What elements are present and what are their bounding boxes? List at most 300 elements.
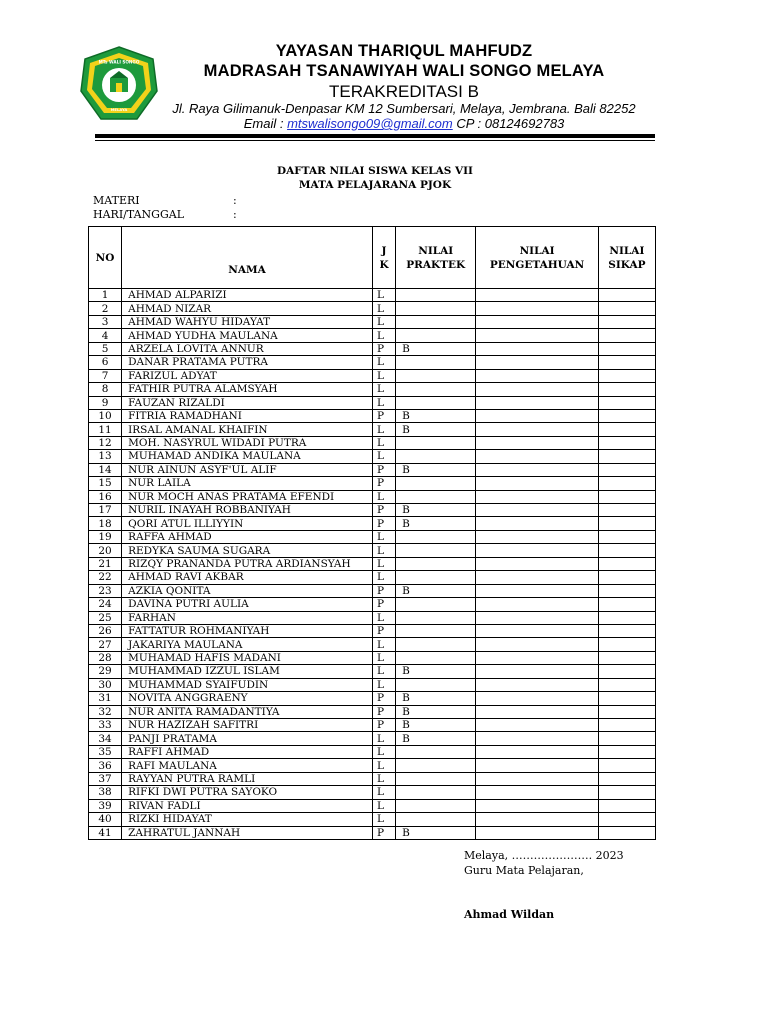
header-no: NO [89,227,122,289]
school-address: Jl. Raya Gilimanuk-Denpasar KM 12 Sumbersari, Melaya, Jembrana. Bali 82252 [172,101,636,116]
cell-no: 22 [89,571,122,584]
cell-no: 3 [89,315,122,328]
cell-nilai-pengetahuan [476,315,598,328]
table-row [89,611,656,624]
cell-jk: L [372,678,395,691]
cell-no: 36 [89,759,122,772]
cell-jk: L [372,436,395,449]
cell-nama: ZAHRATUL JANNAH [122,826,373,839]
letterhead-rule-thick [95,134,655,138]
cell-jk: P [372,504,395,517]
table-row [89,356,656,369]
cell-no: 6 [89,356,122,369]
table-row [89,383,656,396]
table-header-row [89,227,656,289]
table-row [89,329,656,342]
cell-jk: P [372,409,395,422]
table-row [89,557,656,570]
cell-nilai-pengetahuan [476,759,598,772]
header-nilai-praktek [396,227,476,289]
cell-nilai-sikap [598,329,655,342]
cell-no: 7 [89,369,122,382]
table-row [89,517,656,530]
header-sikap-line2: SIKAP [608,258,646,271]
cell-no: 24 [89,598,122,611]
cell-nilai-sikap [598,315,655,328]
cell-nilai-praktek [396,289,476,302]
cell-nama: MUHAMMAD IZZUL ISLAM [122,665,373,678]
cell-nilai-praktek: B [396,342,476,355]
cell-nilai-sikap [598,598,655,611]
materi-row [93,194,237,207]
cell-nilai-pengetahuan [476,799,598,812]
contact-line [170,116,638,131]
cell-nilai-praktek: B [396,423,476,436]
cell-nilai-praktek [396,745,476,758]
cell-no: 15 [89,477,122,490]
cell-jk: L [372,356,395,369]
header-sikap-line1: NILAI [609,244,645,257]
cell-no: 38 [89,786,122,799]
cell-no: 30 [89,678,122,691]
cell-no: 28 [89,651,122,664]
cell-nilai-sikap [598,571,655,584]
table-row [89,624,656,637]
cell-nilai-sikap [598,557,655,570]
table-row [89,463,656,476]
table-row [89,719,656,732]
table-row [89,490,656,503]
cell-nilai-pengetahuan [476,356,598,369]
cell-nilai-sikap [598,799,655,812]
cell-no: 14 [89,463,122,476]
cell-jk: L [372,732,395,745]
cell-nilai-sikap [598,517,655,530]
cell-nilai-sikap [598,759,655,772]
cell-nilai-praktek [396,678,476,691]
cell-nilai-praktek [396,315,476,328]
cell-no: 12 [89,436,122,449]
cell-nilai-pengetahuan [476,651,598,664]
cell-nama: FARIZUL ADYAT [122,369,373,382]
cell-nilai-praktek: B [396,826,476,839]
cell-no: 18 [89,517,122,530]
cell-nama: AZKIA QONITA [122,584,373,597]
table-row [89,409,656,422]
cell-no: 16 [89,490,122,503]
cell-jk: L [372,759,395,772]
cell-nama: JAKARIYA MAULANA [122,638,373,651]
cell-nama: AHMAD NIZAR [122,302,373,315]
cell-jk: L [372,423,395,436]
cell-nilai-pengetahuan [476,409,598,422]
cell-nilai-pengetahuan [476,719,598,732]
logo-bottom-text: MELAYA [110,107,128,112]
cell-nilai-pengetahuan [476,705,598,718]
cell-nama: AHMAD RAVI AKBAR [122,571,373,584]
letterhead-rule-thin [95,140,655,141]
cell-nilai-sikap [598,638,655,651]
cell-nama: NUR LAILA [122,477,373,490]
cell-nilai-sikap [598,477,655,490]
cell-jk: L [372,745,395,758]
cell-nilai-praktek [396,557,476,570]
cell-nilai-praktek [396,786,476,799]
table-row [89,315,656,328]
cell-jk: P [372,463,395,476]
cell-nilai-pengetahuan [476,638,598,651]
cell-nama: RAFFA AHMAD [122,530,373,543]
cell-nama: NUR HAZIZAH SAFITRI [122,719,373,732]
table-row [89,745,656,758]
cell-jk: P [372,692,395,705]
cell-nilai-sikap [598,490,655,503]
cell-jk: L [372,651,395,664]
cell-nilai-pengetahuan [476,665,598,678]
cell-jk: L [372,786,395,799]
cell-nama: NUR ANITA RAMADANTIYA [122,705,373,718]
cell-nilai-praktek [396,477,476,490]
cell-nilai-sikap [598,624,655,637]
cell-no: 17 [89,504,122,517]
cell-nilai-sikap [598,504,655,517]
cell-nama: FAUZAN RIZALDI [122,396,373,409]
cell-jk: L [372,289,395,302]
cell-nilai-sikap [598,409,655,422]
header-praktek-line2: PRAKTEK [406,258,466,271]
cell-nama: MUHAMAD ANDIKA MAULANA [122,450,373,463]
cell-no: 40 [89,813,122,826]
email-label: Email : [243,116,288,131]
cell-nilai-pengetahuan [476,329,598,342]
table-row [89,786,656,799]
table-row [89,813,656,826]
cell-nilai-sikap [598,396,655,409]
cell-nama: PANJI PRATAMA [122,732,373,745]
cell-nilai-sikap [598,786,655,799]
cell-nilai-sikap [598,745,655,758]
cell-nilai-praktek: B [396,705,476,718]
cell-nama: MOH. NASYRUL WIDADI PUTRA [122,436,373,449]
cell-nilai-praktek: B [396,584,476,597]
cell-nama: DAVINA PUTRI AULIA [122,598,373,611]
cell-jk: P [372,342,395,355]
cell-nilai-praktek [396,530,476,543]
cell-nilai-sikap [598,289,655,302]
cell-nilai-pengetahuan [476,490,598,503]
signature-role: Guru Mata Pelajaran, [464,864,584,877]
table-row [89,369,656,382]
cell-nilai-praktek [396,813,476,826]
header-pengetahuan-line1: NILAI [519,244,555,257]
cell-jk: P [372,705,395,718]
tanggal-row [93,208,237,221]
signature-place-date: Melaya, …………………. 2023 [464,849,624,862]
cell-nilai-sikap [598,356,655,369]
grades-table [88,226,656,840]
cell-nilai-sikap [598,530,655,543]
cell-no: 10 [89,409,122,422]
table-row [89,544,656,557]
cell-nilai-sikap [598,383,655,396]
header-jk-line1: J [381,244,387,257]
cell-nilai-praktek: B [396,463,476,476]
header-nama: NAMA [122,227,373,289]
cell-nilai-sikap [598,772,655,785]
header-nilai-pengetahuan [476,227,598,289]
cell-nilai-praktek [396,598,476,611]
cell-nama: QORI ATUL ILLIYYIN [122,517,373,530]
cell-nilai-praktek [396,759,476,772]
cell-nama: RAFI MAULANA [122,759,373,772]
table-row [89,571,656,584]
cell-jk: L [372,315,395,328]
cell-nama: AHMAD ALPARIZI [122,289,373,302]
cell-jk: P [372,584,395,597]
cell-no: 25 [89,611,122,624]
logo-band-text: MTs WALI SONGO [98,59,140,65]
cell-nama: AHMAD YUDHA MAULANA [122,329,373,342]
table-row [89,705,656,718]
cell-nilai-praktek [396,396,476,409]
cell-no: 31 [89,692,122,705]
cell-nama: IRSAL AMANAL KHAIFIN [122,423,373,436]
cell-nilai-sikap [598,369,655,382]
cell-nilai-pengetahuan [476,813,598,826]
cell-nilai-sikap [598,611,655,624]
cell-nama: NUR MOCH ANAS PRATAMA EFENDI [122,490,373,503]
cell-nilai-pengetahuan [476,289,598,302]
tanggal-label: HARI/TANGGAL [93,208,184,221]
materi-label: MATERI [93,194,140,207]
cell-nilai-pengetahuan [476,624,598,637]
cell-nama: RIZQY PRANANDA PUTRA ARDIANSYAH [122,557,373,570]
email-link[interactable]: mtswalisongo09@gmail.com [287,116,453,131]
cell-nilai-pengetahuan [476,530,598,543]
cell-nilai-sikap [598,826,655,839]
foundation-name: YAYASAN THARIQUL MAHFUDZ [275,42,533,60]
cell-no: 35 [89,745,122,758]
cell-nilai-pengetahuan [476,772,598,785]
cell-nama: AHMAD WAHYU HIDAYAT [122,315,373,328]
cell-jk: L [372,665,395,678]
cell-nama: MUHAMAD HAFIS MADANI [122,651,373,664]
cell-no: 21 [89,557,122,570]
cell-nama: FATHIR PUTRA ALAMSYAH [122,383,373,396]
cell-nilai-praktek [396,436,476,449]
cell-nama: FITRIA RAMADHANI [122,409,373,422]
school-emblem-icon [79,45,159,125]
cell-nama: RIZKI HIDAYAT [122,813,373,826]
cell-nilai-praktek [396,772,476,785]
cell-no: 27 [89,638,122,651]
cell-no: 13 [89,450,122,463]
cell-nama: ARZELA LOVITA ANNUR [122,342,373,355]
cell-nilai-pengetahuan [476,745,598,758]
cell-jk: L [372,799,395,812]
cell-no: 32 [89,705,122,718]
cell-nilai-sikap [598,450,655,463]
cell-nilai-praktek [396,624,476,637]
cell-nilai-sikap [598,732,655,745]
cell-nilai-pengetahuan [476,517,598,530]
cell-jk: L [372,530,395,543]
cell-jk: L [372,772,395,785]
cell-nilai-sikap [598,302,655,315]
cell-nilai-praktek [396,638,476,651]
cell-nilai-praktek [396,450,476,463]
cell-jk: L [372,329,395,342]
cell-nilai-praktek [396,383,476,396]
cell-nilai-sikap [598,651,655,664]
table-body [89,289,656,840]
cell-nama: REDYKA SAUMA SUGARA [122,544,373,557]
cell-nama: NURIL INAYAH ROBBANIYAH [122,504,373,517]
cell-nilai-praktek [396,651,476,664]
cell-nilai-pengetahuan [476,504,598,517]
cell-jk: L [372,450,395,463]
table-row [89,289,656,302]
cell-jk: L [372,638,395,651]
cell-jk: P [372,517,395,530]
materi-colon: : [233,194,237,207]
cell-no: 19 [89,530,122,543]
cell-nilai-pengetahuan [476,342,598,355]
table-row [89,826,656,839]
cell-nilai-praktek [396,571,476,584]
cell-nama: RAFFI AHMAD [122,745,373,758]
cell-nilai-sikap [598,584,655,597]
cell-nilai-sikap [598,423,655,436]
table-row [89,772,656,785]
school-name: MADRASAH TSANAWIYAH WALI SONGO MELAYA [203,62,605,80]
table-row [89,530,656,543]
cell-nilai-sikap [598,813,655,826]
cell-nilai-sikap [598,678,655,691]
cell-nilai-praktek: B [396,719,476,732]
cell-nilai-pengetahuan [476,463,598,476]
cell-nilai-pengetahuan [476,383,598,396]
cell-nilai-pengetahuan [476,396,598,409]
cell-nilai-praktek: B [396,409,476,422]
cell-nilai-pengetahuan [476,678,598,691]
cell-no: 26 [89,624,122,637]
table-row [89,759,656,772]
cell-nama: FARHAN [122,611,373,624]
cell-nilai-pengetahuan [476,544,598,557]
cell-nilai-praktek [396,369,476,382]
table-row [89,302,656,315]
cell-nilai-sikap [598,719,655,732]
table-row [89,342,656,355]
cell-nilai-praktek: B [396,732,476,745]
cell-nilai-praktek [396,799,476,812]
cell-nama: RAYYAN PUTRA RAMLI [122,772,373,785]
cell-jk: P [372,477,395,490]
cell-nilai-pengetahuan [476,732,598,745]
header-nilai-sikap [598,227,655,289]
cell-nilai-praktek [396,329,476,342]
cell-nilai-pengetahuan [476,450,598,463]
header-pengetahuan-line2: PENGETAHUAN [489,258,585,271]
cell-nilai-pengetahuan [476,826,598,839]
table-row [89,477,656,490]
table-row [89,423,656,436]
table-row [89,584,656,597]
cell-jk: L [372,396,395,409]
cell-nilai-pengetahuan [476,477,598,490]
cell-jk: L [372,302,395,315]
signature-name: Ahmad Wildan [464,908,555,921]
cell-jk: L [372,369,395,382]
cell-nilai-praktek: B [396,692,476,705]
cell-nilai-pengetahuan [476,302,598,315]
cell-no: 29 [89,665,122,678]
cell-nama: NOVITA ANGGRAENY [122,692,373,705]
cell-nilai-praktek [396,302,476,315]
cell-nilai-sikap [598,544,655,557]
cell-nilai-pengetahuan [476,584,598,597]
table-row [89,450,656,463]
table-row [89,665,656,678]
cell-nilai-pengetahuan [476,423,598,436]
cell-nama: DANAR PRATAMA PUTRA [122,356,373,369]
cell-no: 5 [89,342,122,355]
cell-jk: L [372,557,395,570]
table-row [89,504,656,517]
cell-nama: FATTATUR ROHMANIYAH [122,624,373,637]
cell-jk: P [372,719,395,732]
cell-no: 2 [89,302,122,315]
table-row [89,651,656,664]
cell-no: 11 [89,423,122,436]
cell-nilai-pengetahuan [476,786,598,799]
cell-nama: NUR AINUN ASYF'UL ALIF [122,463,373,476]
cell-nilai-sikap [598,342,655,355]
cell-no: 33 [89,719,122,732]
cell-nilai-pengetahuan [476,571,598,584]
cell-nilai-praktek: B [396,665,476,678]
cell-nilai-sikap [598,665,655,678]
table-row [89,799,656,812]
cell-nama: RIFKI DWI PUTRA SAYOKO [122,786,373,799]
cell-no: 9 [89,396,122,409]
cell-nama: MUHAMMAD SYAIFUDIN [122,678,373,691]
cell-nilai-praktek [396,611,476,624]
cell-no: 34 [89,732,122,745]
table-row [89,678,656,691]
cell-nilai-pengetahuan [476,598,598,611]
cell-nilai-praktek [396,544,476,557]
cell-nilai-pengetahuan [476,369,598,382]
cell-nilai-praktek [396,356,476,369]
cell-nilai-sikap [598,705,655,718]
table-row [89,436,656,449]
table-row [89,732,656,745]
cell-no: 39 [89,799,122,812]
phone-text: CP : 08124692783 [452,116,565,131]
cell-nilai-sikap [598,463,655,476]
tanggal-colon: : [233,208,237,221]
table-row [89,396,656,409]
cell-no: 8 [89,383,122,396]
cell-nama: RIVAN FADLI [122,799,373,812]
cell-jk: P [372,624,395,637]
cell-jk: L [372,571,395,584]
cell-no: 37 [89,772,122,785]
header-jk [372,227,395,289]
document-title: DAFTAR NILAI SISWA KELAS VII [277,165,473,177]
